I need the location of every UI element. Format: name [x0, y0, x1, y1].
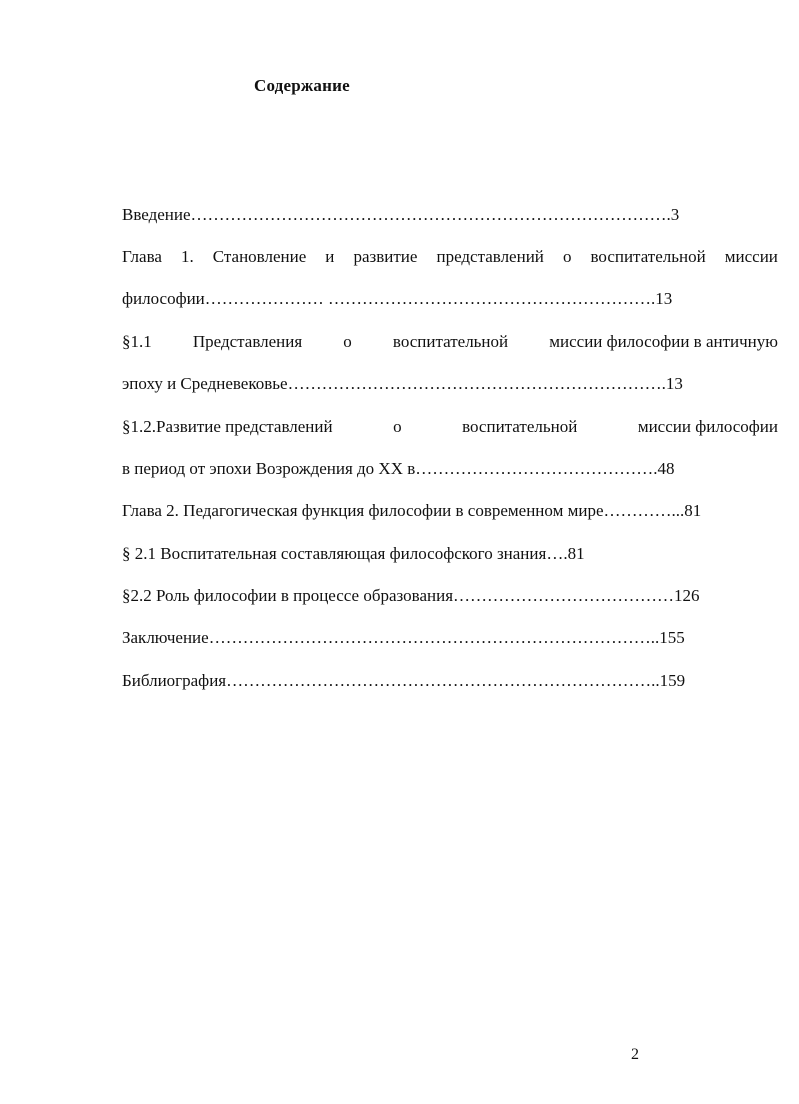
toc-word: развитие — [353, 247, 418, 266]
toc-word: представлений — [436, 247, 544, 266]
toc-word: о — [393, 417, 402, 436]
toc-word: §1.2.Развитие представлений — [122, 417, 333, 436]
toc-word: Представления — [192, 332, 303, 351]
toc-entry-bibliography: Библиография…………………………………………………………………..159 — [122, 671, 686, 690]
toc-entry-conclusion: Заключение……………………………………………………………………..155 — [122, 628, 685, 647]
toc-word: Глава — [122, 247, 162, 266]
toc-entry-section-1-2 — [122, 416, 778, 438]
toc-entry-section-1-1-continued: эпоху и Средневековье………………………………………………………….13 — [122, 374, 683, 393]
toc-entry-section-1-1 — [122, 331, 778, 353]
toc-word: о — [562, 247, 572, 266]
toc-word: 1. — [180, 247, 194, 266]
toc-entry-chapter-2: Глава 2. Педагогическая функция философии в современном мире…………...81 — [122, 501, 702, 520]
toc-word: воспитательной — [590, 247, 706, 266]
toc-word: миссии философии — [637, 417, 778, 436]
toc-word: миссии — [724, 247, 778, 266]
toc-entry-introduction: Введение………………………………………………………………………….3 — [122, 205, 680, 224]
toc-word: Становление — [212, 247, 307, 266]
toc-word: §1.1 — [122, 332, 152, 351]
toc-entry-section-2-1: § 2.1 Воспитательная составляющая философского знания….81 — [122, 544, 585, 563]
page-number: 2 — [631, 1046, 639, 1063]
toc-word: воспитательной — [462, 417, 578, 436]
toc-word: миссии философии в античную — [549, 332, 778, 351]
page-title: Содержание — [254, 76, 350, 95]
toc-entry-chapter-1 — [122, 246, 778, 268]
toc-word: о — [343, 332, 352, 351]
toc-entry-section-2-2: §2.2 Роль философии в процессе образования…………………………………126 — [122, 586, 700, 605]
toc-entry-chapter-1-continued: философии………………… ………………………………………………….13 — [122, 289, 673, 308]
toc-entry-section-1-2-continued: в период от эпохи Возрождения до XX в…………………………………….48 — [122, 459, 675, 478]
toc-word: и — [325, 247, 335, 266]
toc-word: воспитательной — [392, 332, 509, 351]
